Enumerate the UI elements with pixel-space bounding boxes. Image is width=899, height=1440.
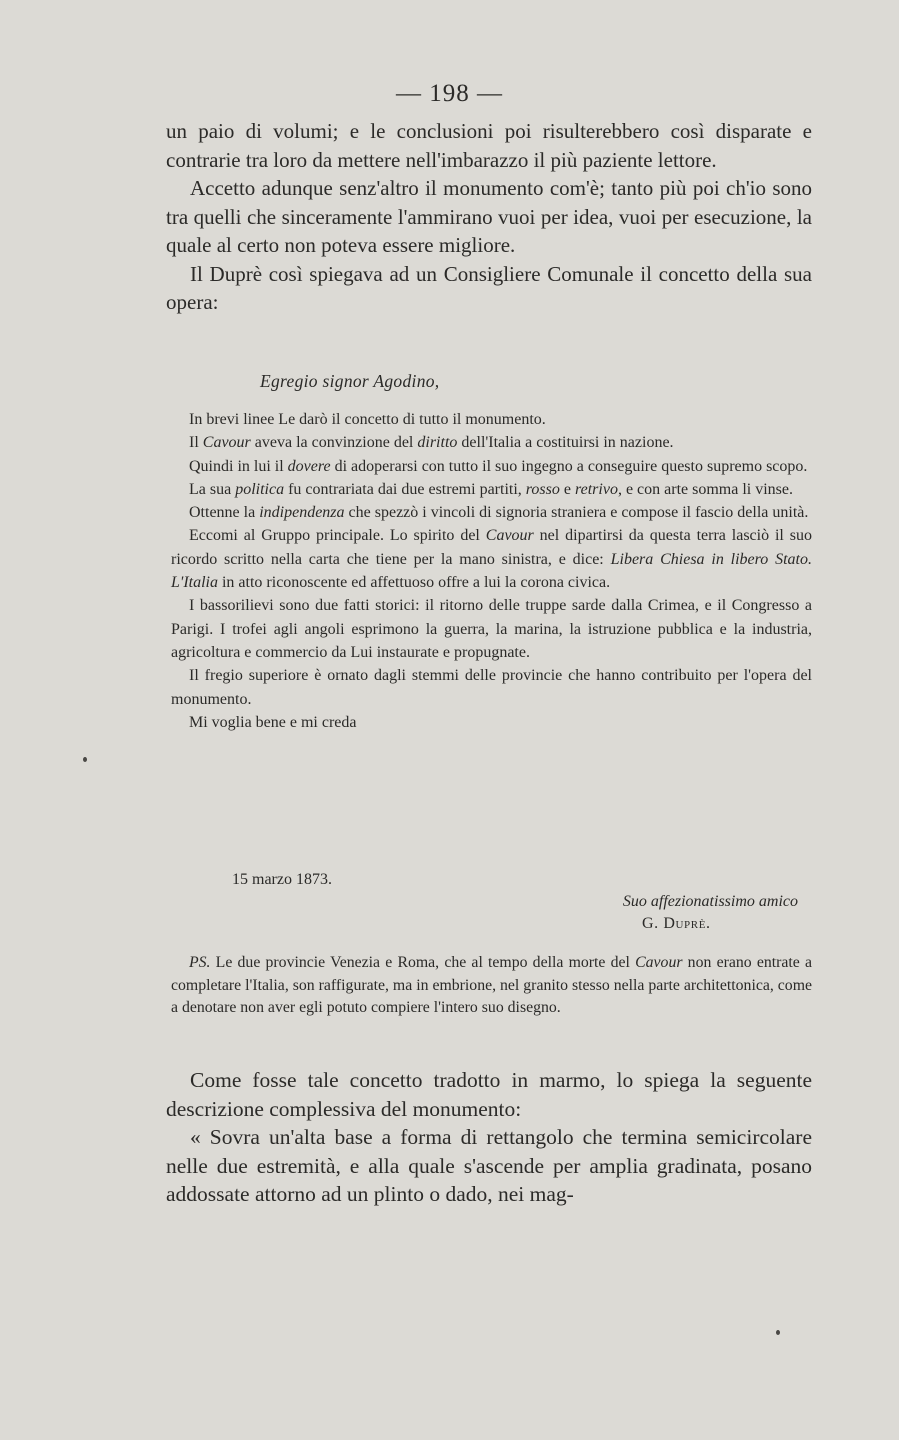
letter-paragraph: Il fregio superiore è ornato dagli stemmi delle provincie che hanno contribuito per l'opera del monumento. [171,667,812,708]
letter-date: 15 marzo 1873. [232,871,332,888]
letter-paragraph: Eccomi al Gruppo principale. Lo spirito del Cavour nel dipartirsi da questa terra lasciò il suo ricordo scritto nella carta che tiene per la mano sinistra, e dice: Libera Chiesa in libero Stato. L'Italia in atto riconoscente ed affettuoso offre a lui la corona civica. [171,527,813,592]
letter-paragraph: Ottenne la indipendenza che spezzò i vincoli di signoria straniera e compose il fascio della unità. [189,504,809,522]
postscript: PS. Le due provincie Venezia e Roma, che al tempo della morte del Cavour non erano entrate a completare l'Italia, son raffigurate, ma in embrione, nel granito stesso nella parte architettonica, come a denotare non aver egli potuto compiere l'intero suo disegno. [171,954,812,1016]
letter-paragraph: Il Cavour aveva la convinzione del diritto dell'Italia a costituirsi in nazione. [189,434,674,452]
paragraph: un paio di volumi; e le conclusioni poi risulterebbero così disparate e contrarie tra loro da mettere nell'imbarazzo il più paziente lettore. [166,119,812,172]
letter-closing: Suo affezionatissimo amico [622,893,798,910]
body-text-top [166,117,812,317]
paragraph: Come fosse tale concetto tradotto in marmo, lo spiega la seguente descrizione complessiva del monumento: [166,1068,812,1121]
letter-salutation: Egregio signor Agodino, [260,371,440,391]
paragraph: Il Duprè così spiegava ad un Consigliere Comunale il concetto della sua opera: [166,261,812,314]
letter-paragraph: Mi voglia bene e mi creda [189,713,357,731]
letter-paragraph: I bassorilievi sono due fatti storici: il ritorno delle truppe sarde dalla Crimea, e il Congresso a Parigi. I trofei agli angoli esprimono la guerra, la marina, la istruzione pubblica e la industria, agricoltura e commercio da Lui instaurate e propugnate. [171,597,812,661]
body-text-bottom [166,1066,812,1209]
paragraph: Accetto adunque senz'altro il monumento com'è; tanto più poi ch'io sono tra quelli che sinceramente l'ammirano vuoi per idea, vuoi per esecuzione, la quale al certo non poteva essere migliore. [166,176,812,257]
paragraph: « Sovra un'alta base a forma di rettangolo che termina semicircolare nelle due estremità, e alla quale s'ascende per amplia gradinata, posano addossate attorno ad un plinto o dado, nei mag- [166,1125,812,1206]
letter-paragraph: In brevi linee Le darò il concetto di tutto il monumento. [189,411,546,428]
postscript-label: PS. [189,954,211,971]
letter-paragraph: La sua politica fu contrariata dai due estremi partiti, rosso e retrivo, e con arte somma li vinse. [189,480,793,498]
letter-body [171,408,812,734]
print-speck [83,757,87,762]
page-number: — 198 — [396,80,503,107]
letter-signature: G. Duprè. [642,915,711,932]
print-speck [776,1330,780,1335]
letter-paragraph: Quindi in lui il dovere di adoperarsi con tutto il suo ingegno a conseguire questo supremo scopo. [189,457,808,475]
